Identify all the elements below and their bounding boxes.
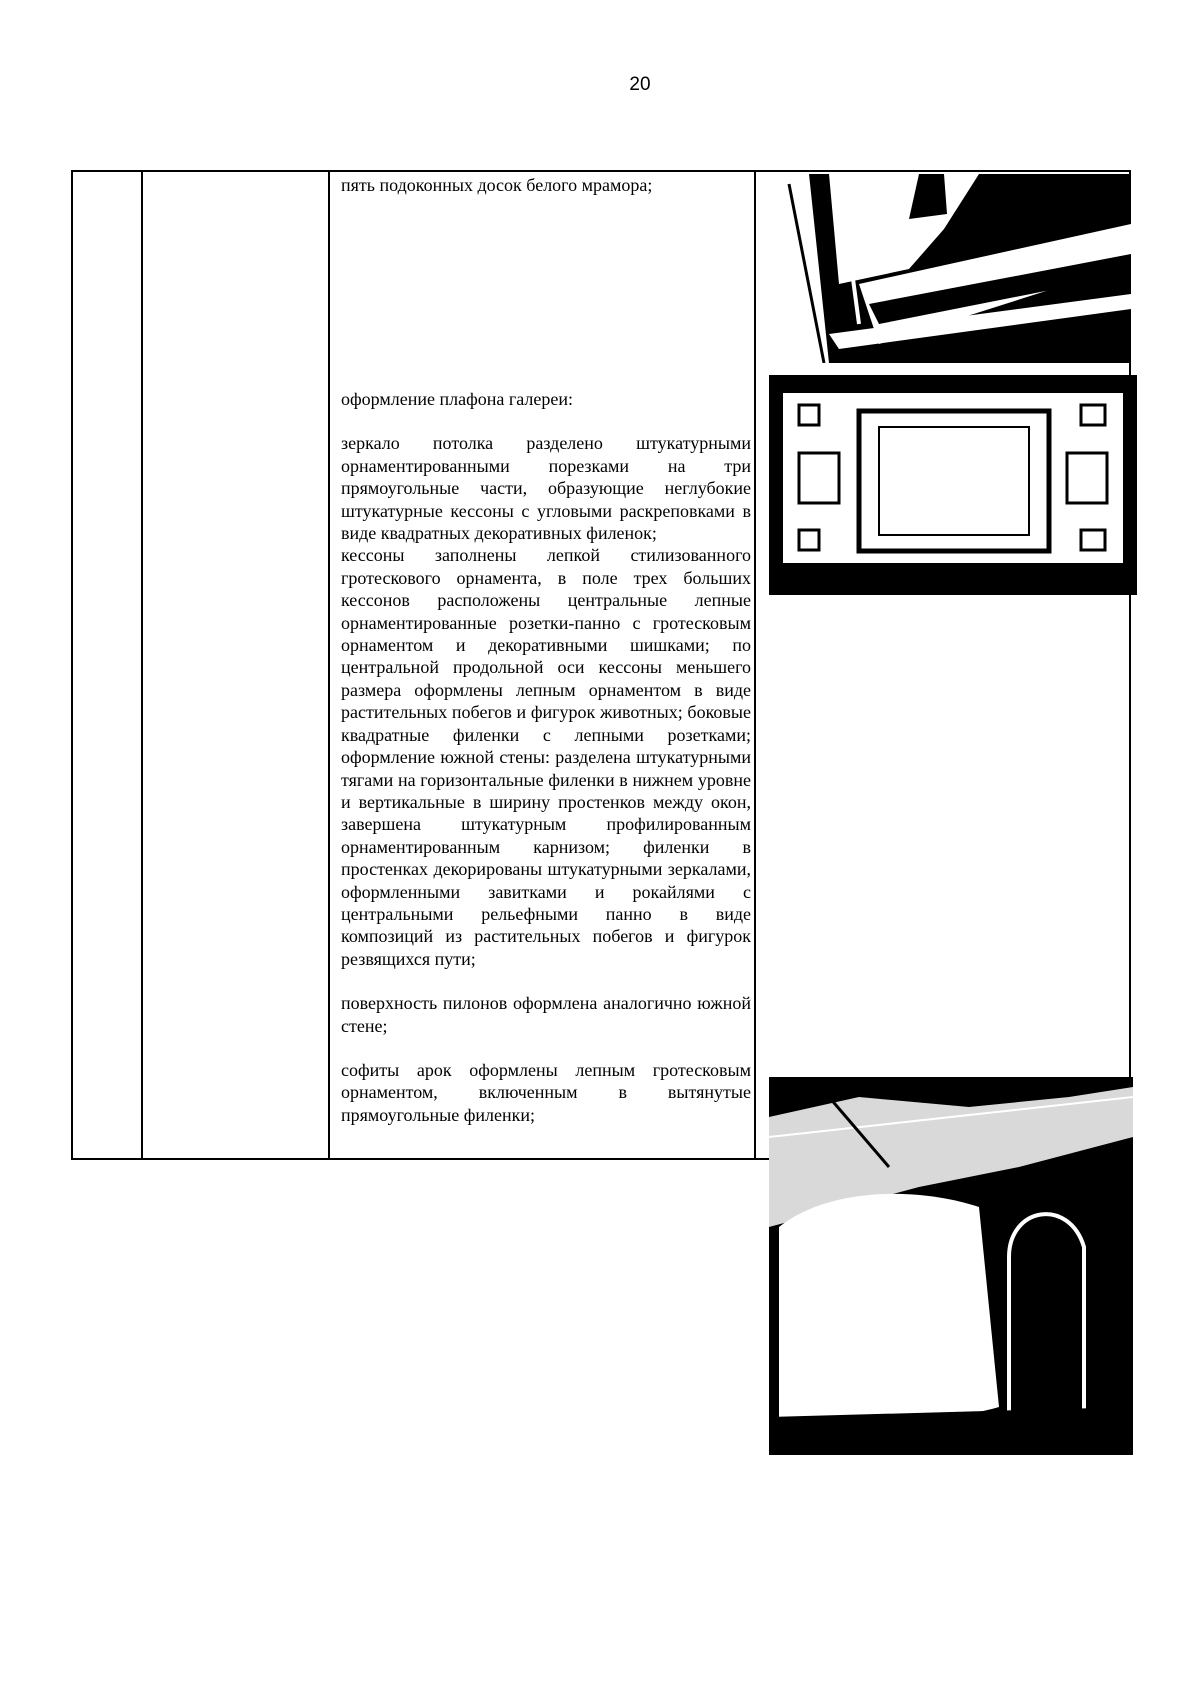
gallery-ceiling-photo-icon [769,375,1137,595]
coffers-text: кессоны заполнены лепкой стилизованного гротескового орнамента, в поле трех больших кессонов расположены центральные лепные орнаментированные розетки-панно с гротесковым орнаментом и декоративными шишками; по центральной продольной оси кессоны меньшего размера оформлены лепным орнаментом в виде растительных побегов и фигурок животных; боковые квадратные филенки с лепными розетками; оформление южной стены: разделена штукатурными тягами на горизонтальные филенки в нижнем уровне и вертикальные в ширину простенков между окон, завершена штукатурным профилированным орнаментированным карнизом; филенки в простенках декорированы штукатурными зеркалами, оформленными завитками и рокайлями с центральными рельефными панно в виде композиций из растительных побегов и фигурок резвящихся пути; [341,545,751,969]
description-cell [341,388,751,1126]
column-divider [328,172,330,1158]
column-divider [141,172,143,1158]
arch-pylon-photo-icon [769,1077,1133,1455]
ceiling-heading: оформление плафона галереи: [341,389,574,409]
arch-pylon-photo [769,1077,1133,1455]
window-sill-photo-icon [769,174,1131,363]
pylons-text: поверхность пилонов оформлена аналогично южной стене; [341,993,751,1036]
column-divider [754,172,756,1158]
description-cell [341,174,751,196]
window-sill-text: пять подоконных досок белого мрамора; [341,175,653,195]
window-sill-photo [769,174,1131,363]
arch-soffits-text: софиты арок оформлены лепным гротесковым орнаментом, включенным в вытянутые прямоугольные филенки; [341,1059,751,1125]
document-table [71,170,1131,1160]
ceiling-mirror-text: зеркало потолка разделено штукатурными орнаментированными порезками на три прямоугольные части, образующие неглубокие штукатурные кессоны с угловыми раскреповками в виде квадратных декоративных филенок; [341,433,751,544]
gallery-ceiling-photo [769,375,1137,595]
page-number: 20 [629,74,651,95]
